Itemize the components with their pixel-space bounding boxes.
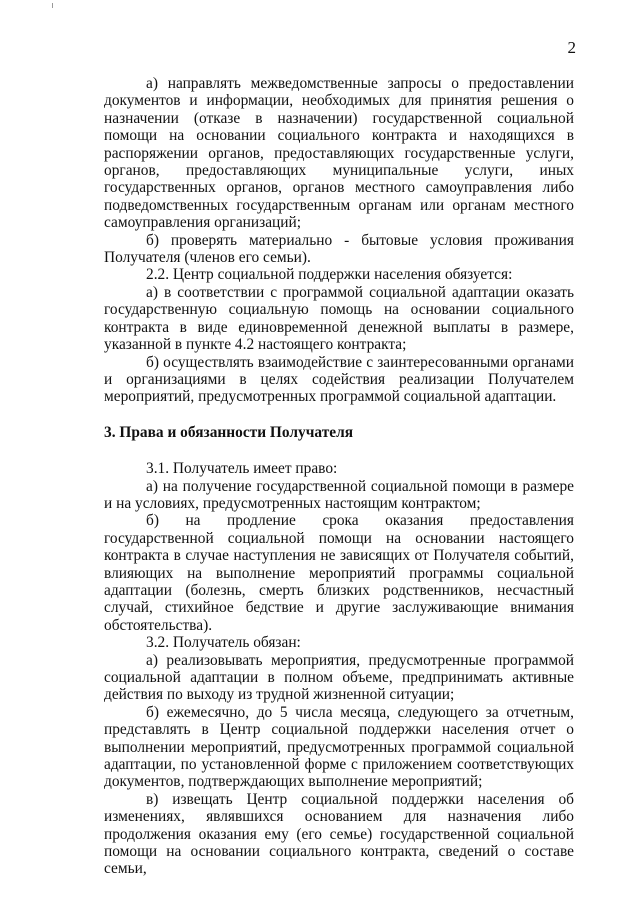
paragraph-3-2-b: б) ежемесячно, до 5 числа месяца, следующего за отчетным, представлять в Центр социальной поддержки населения отчет о выполнении мероприятий, предусмотренных программой социальной адаптации, по установленной форме с приложением соответствующих документов, подтверждающих выполнение мероприятий; [104,703,574,791]
paragraph-3-2: 3.2. Получатель обязан: [146,634,301,652]
paragraph-3-1-a: а) на получение государственной социальной помощи в размере и на условиях, предусмотренных настоящим контрактом; [104,477,574,512]
paragraph-2-2-b: б) осуществлять взаимодействие с заинтересованными органами и организациями в целях содействия реализации Получателем мероприятий, предусмотренных программой социальной адаптации. [104,353,574,406]
paragraph-2-1-a: а) направлять межведомственные запросы о предоставлении документов и информации, необходимых для принятия решения о назначении (отказе в назначении) государственной социальной помощи на основании социального контракта и находящихся в распоряжении органов, предоставляющих государственные услуги, органов, предоставляющих муниципальные услуги, иных государственных органов, органов местного самоуправления либо подведомственных государственным органам или органам местного самоуправления организаций; [104,75,574,232]
document-body [104,75,574,878]
paragraph-3-2-c: в) извещать Центр социальной поддержки населения об изменениях, являвшихся основанием для назначения либо продолжения оказания ему (его семье) государственной социальной помощи на основании социального контракта, сведений о составе семьи, [104,790,574,878]
paragraph-3-2-a: а) реализовывать мероприятия, предусмотренные программой социальной адаптации в полном объеме, предпринимать активные действия по выходу из трудной жизненной ситуации; [104,651,574,704]
paragraph-2-2-a: а) в соответствии с программой социальной адаптации оказать государственную социальную помощь на основании социального контракта в виде единовременной денежной выплаты в размере, указанной в пункте 4.2 настоящего контракта; [104,283,574,354]
scan-mark [52,3,53,8]
paragraph-3-1-b: б) на продление срока оказания предоставления государственной социальной помощи на основании настоящего контракта в случае наступления не зависящих от Получателя событий, влияющих на выполнение мероприятий программы социальной адаптации (болезнь, смерть близких родственников, несчастный случай, стихийное бедствие и другие заслуживающие внимания обстоятельства). [104,512,574,634]
paragraph-2-1-b: б) проверять материально - бытовые условия проживания Получателя (членов его семьи). [104,231,574,267]
section-heading: 3. Права и обязанности Получателя [104,423,354,441]
page-number: 2 [567,38,576,57]
paragraph-3-1: 3.1. Получатель имеет право: [146,460,338,478]
paragraph-2-2: 2.2. Центр социальной поддержки населения обязуется: [146,266,513,284]
